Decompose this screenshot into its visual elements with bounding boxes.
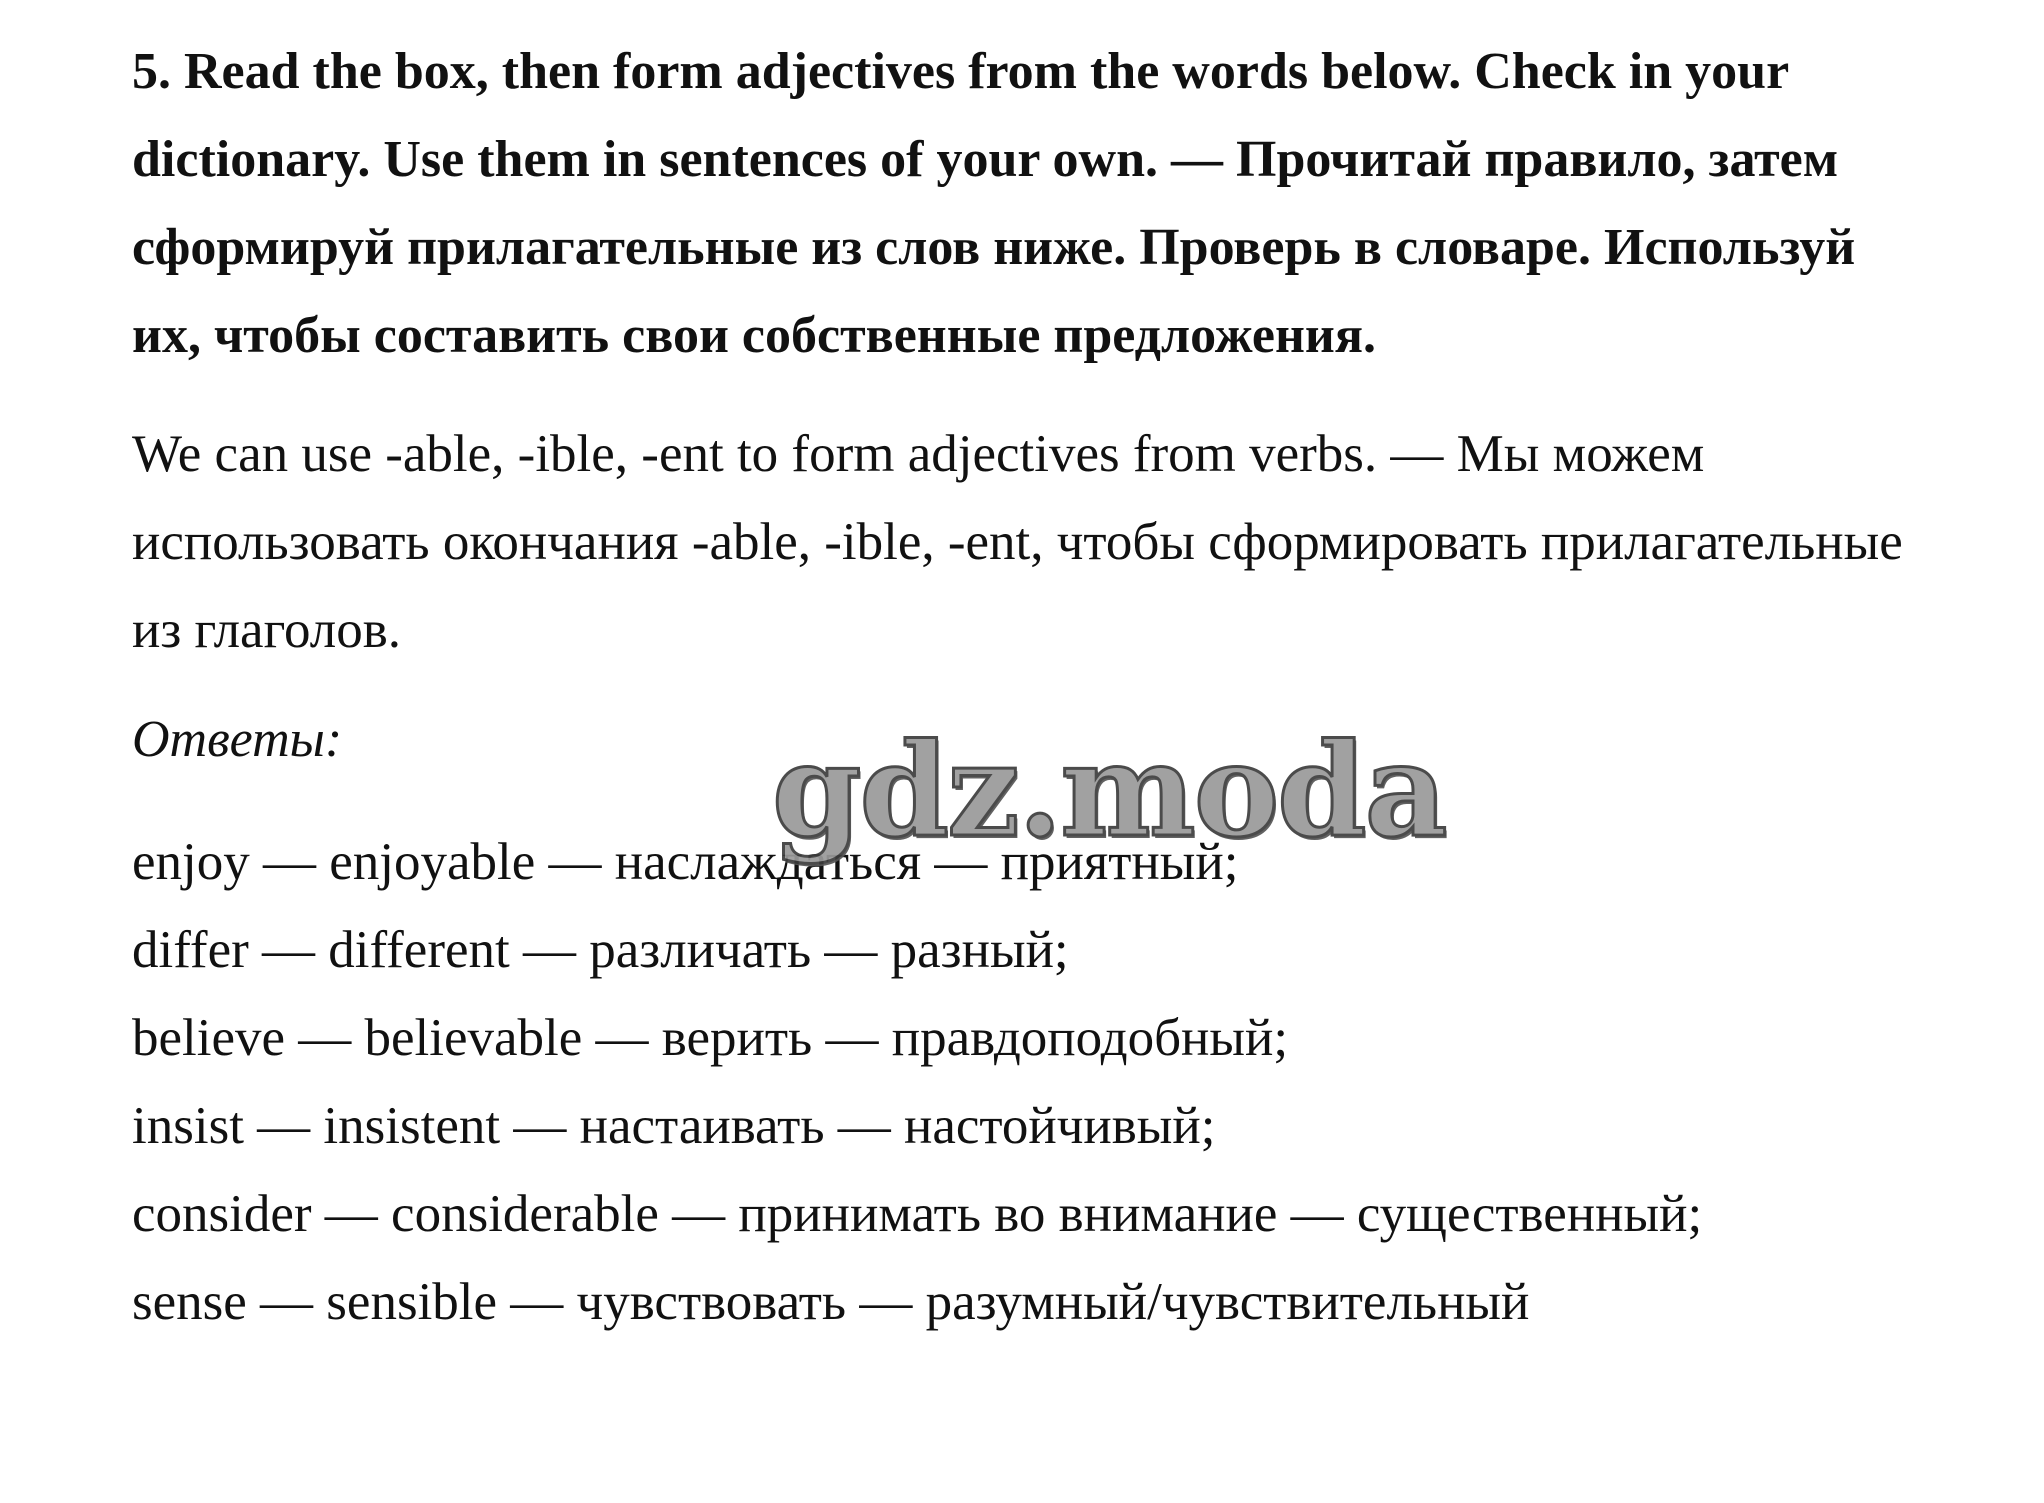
- answer-line: insist — insistent — настаивать — настойчивый;: [132, 1097, 1216, 1155]
- answers-list: [132, 818, 1932, 1346]
- watermark-logo: gdz.moda: [772, 716, 1446, 866]
- grammar-rule: We can use -able, -ible, -ent to form adjectives from verbs. — Мы можем использовать окончания -able, -ible, -ent, чтобы сформировать прилагательные из глаголов.: [132, 425, 1903, 659]
- answer-line: sense — sensible — чувствовать — разумный/чувствительный: [132, 1273, 1530, 1331]
- task-instructions: 5. Read the box, then form adjectives from the words below. Check in your dictionary. Use them in sentences of your own. — Прочитай правило, затем сформируй прилагательные из слов ниже. Проверь в словаре. Используй их, чтобы составить свои собственные предложения.: [132, 43, 1856, 364]
- answers-label: Ответы:: [132, 711, 343, 768]
- document-page: [132, 28, 1932, 1346]
- answer-line: consider — considerable — принимать во внимание — существенный;: [132, 1185, 1703, 1243]
- answer-line: believe — believable — верить — правдоподобный;: [132, 1009, 1289, 1067]
- answer-line: differ — different — различать — разный;: [132, 921, 1069, 979]
- answer-line: enjoy — enjoyable — наслаждаться — приятный;: [132, 833, 1239, 891]
